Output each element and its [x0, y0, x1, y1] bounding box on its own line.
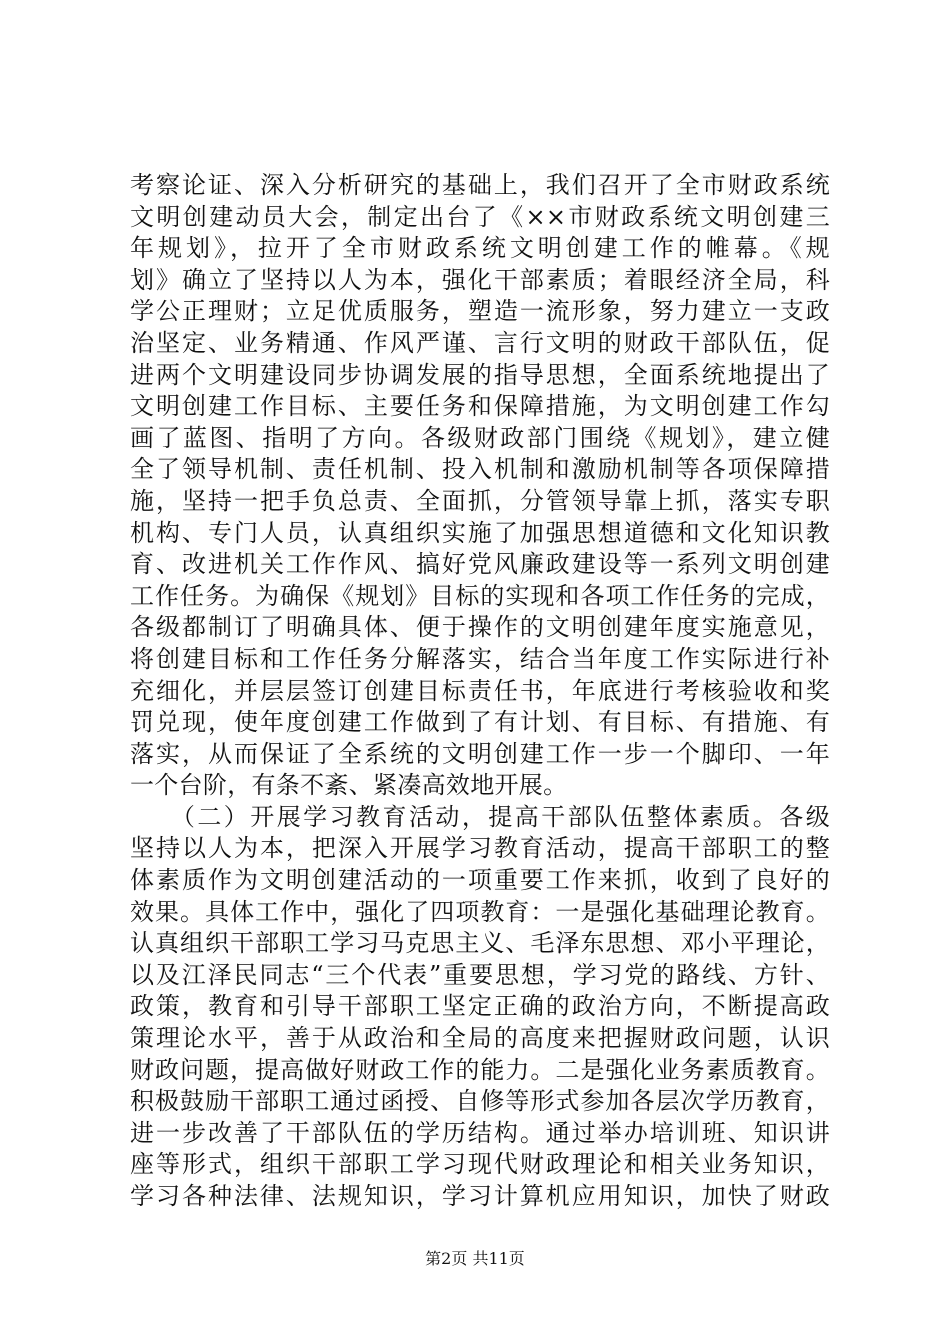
text-line: 工作任务。为确保《规划》目标的实现和各项工作任务的完成， [130, 581, 830, 610]
text-line: 财政问题，提高做好财政工作的能力。二是强化业务素质教育。 [130, 1055, 830, 1084]
text-line: 政策，教育和引导干部职工坚定正确的政治方向，不断提高政 [130, 992, 830, 1021]
text-line: 一个台阶，有条不紊、紧凑高效地开展。 [130, 771, 568, 800]
text-line: 文明创建工作目标、主要任务和保障措施，为文明创建工作勾 [130, 392, 830, 421]
text-line: （二）开展学习教育活动，提高干部队伍整体素质。各级 [130, 802, 830, 831]
text-line: 全了领导机制、责任机制、投入机制和激励机制等各项保障措 [130, 455, 830, 484]
text-line: 划》确立了坚持以人为本，强化干部素质；着眼经济全局，科 [130, 265, 830, 294]
text-line: 画了蓝图、指明了方向。各级财政部门围绕《规划》，建立健 [130, 423, 830, 452]
text-line: 效果。具体工作中，强化了四项教育：一是强化基础理论教育。 [130, 897, 830, 926]
text-line: 落实，从而保证了全系统的文明创建工作一步一个脚印、一年 [130, 739, 830, 768]
text-line: 充细化，并层层签订创建目标责任书，年底进行考核验收和奖 [130, 676, 830, 705]
text-line: 进两个文明建设同步协调发展的指导思想，全面系统地提出了 [130, 360, 830, 389]
text-line: 年规划》，拉开了全市财政系统文明创建工作的帷幕。《规 [130, 234, 830, 263]
text-line: 育、改进机关工作作风、搞好党风廉政建设等一系列文明创建 [130, 550, 830, 579]
text-line: 施，坚持一把手负总责、全面抓，分管领导靠上抓，落实专职 [130, 486, 830, 515]
text-line: 罚兑现，使年度创建工作做到了有计划、有目标、有措施、有 [130, 708, 830, 737]
text-line: 座等形式，组织干部职工学习现代财政理论和相关业务知识， [130, 1150, 830, 1179]
text-line: 各级都制订了明确具体、便于操作的文明创建年度实施意见， [130, 613, 830, 642]
text-line: 认真组织干部职工学习马克思主义、毛泽东思想、邓小平理论， [130, 929, 830, 958]
text-line: 治坚定、业务精通、作风严谨、言行文明的财政干部队伍，促 [130, 328, 830, 357]
body-text [130, 170, 830, 1213]
text-line: 进一步改善了干部队伍的学历结构。通过举办培训班、知识讲 [130, 1118, 830, 1147]
page-footer: 第2页 共11页 [425, 1249, 525, 1268]
text-line: 考察论证、深入分析研究的基础上，我们召开了全市财政系统 [130, 171, 830, 199]
text-line: 策理论水平，善于从政治和全局的高度来把握财政问题，认识 [130, 1024, 830, 1053]
text-line: 机构、专门人员，认真组织实施了加强思想道德和文化知识教 [130, 518, 830, 547]
text-line: 坚持以人为本，把深入开展学习教育活动，提高干部职工的整 [130, 834, 830, 863]
text-line: 学习各种法律、法规知识，学习计算机应用知识，加快了财政 [130, 1182, 830, 1210]
text-line: 文明创建动员大会，制定出台了《××市财政系统文明创建三 [130, 202, 830, 231]
text-line: 学公正理财；立足优质服务，塑造一流形象，努力建立一支政 [130, 297, 830, 326]
text-line: 体素质作为文明创建活动的一项重要工作来抓，收到了良好的 [130, 866, 830, 895]
text-line: 将创建目标和工作任务分解落实，结合当年度工作实际进行补 [130, 644, 830, 673]
text-line: 以及江泽民同志“三个代表”重要思想，学习党的路线、方针、 [130, 960, 830, 989]
text-line: 积极鼓励干部职工通过函授、自修等形式参加各层次学历教育， [130, 1087, 830, 1116]
